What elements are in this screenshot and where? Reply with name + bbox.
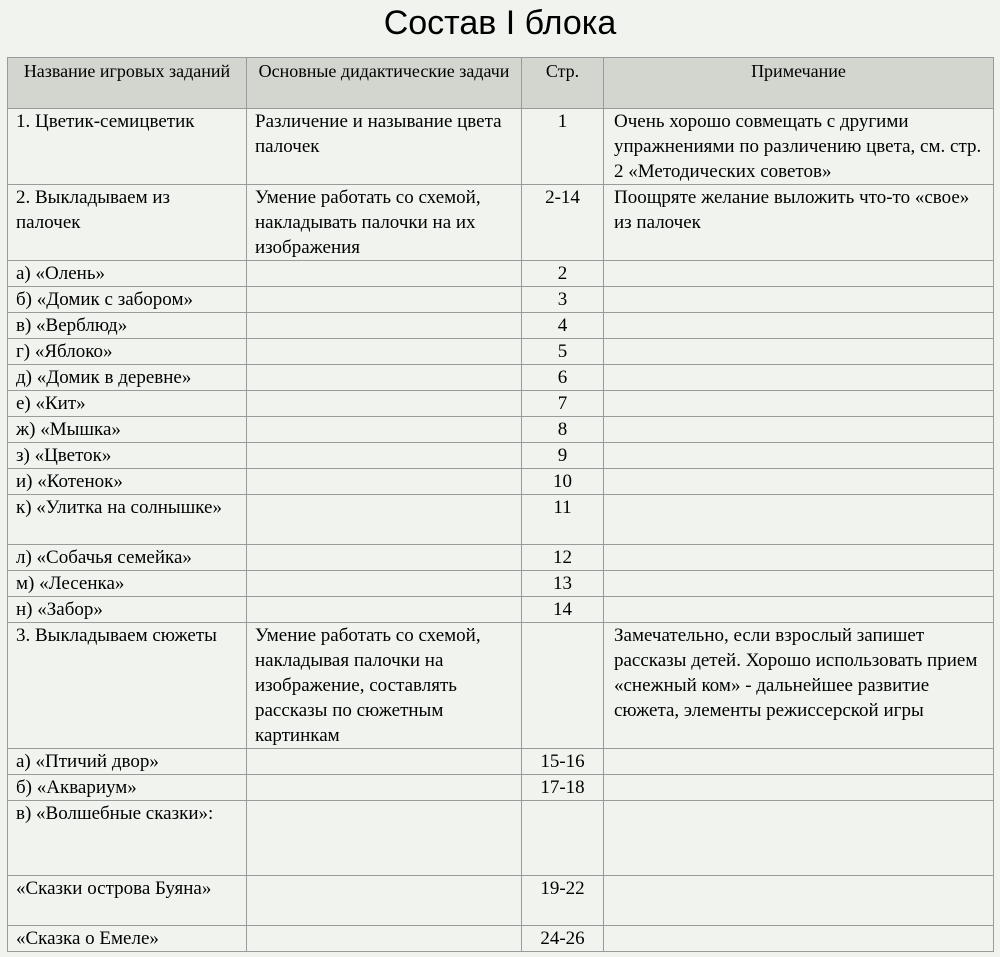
cell-note — [604, 339, 994, 365]
cell-note — [604, 365, 994, 391]
cell-note: Замечательно, если взрослый запишет рассказы детей. Хорошо использовать прием «снежный ком» - дальнейшее развитие сюжета, элементы режиссерской игры — [604, 623, 994, 749]
table-row — [8, 417, 994, 443]
table-row — [8, 623, 994, 749]
cell-page: 3 — [522, 287, 604, 313]
cell-page: 15-16 — [522, 749, 604, 775]
cell-page: 2-14 — [522, 185, 604, 261]
table-row — [8, 571, 994, 597]
cell-note — [604, 495, 994, 545]
cell-task-name: г) «Яблоко» — [8, 339, 247, 365]
cell-note — [604, 391, 994, 417]
cell-page — [522, 801, 604, 876]
cell-task-name: н) «Забор» — [8, 597, 247, 623]
cell-didactic-task — [247, 545, 522, 571]
cell-task-name: в) «Верблюд» — [8, 313, 247, 339]
cell-task-name: б) «Аквариум» — [8, 775, 247, 801]
cell-didactic-task — [247, 261, 522, 287]
cell-task-name: 1. Цветик-семицветик — [8, 109, 247, 185]
header-task-name: Название игровых заданий — [8, 58, 247, 109]
cell-didactic-task — [247, 443, 522, 469]
table-row — [8, 876, 994, 926]
cell-didactic-task — [247, 339, 522, 365]
table-row — [8, 339, 994, 365]
table-row — [8, 391, 994, 417]
table-row — [8, 801, 994, 876]
cell-didactic-task — [247, 391, 522, 417]
cell-task-name: з) «Цветок» — [8, 443, 247, 469]
table-row — [8, 287, 994, 313]
table-row — [8, 261, 994, 287]
cell-task-name: «Сказки острова Буяна» — [8, 876, 247, 926]
table-row — [8, 185, 994, 261]
cell-page: 11 — [522, 495, 604, 545]
cell-task-name: ж) «Мышка» — [8, 417, 247, 443]
cell-task-name: и) «Котенок» — [8, 469, 247, 495]
cell-didactic-task — [247, 749, 522, 775]
table-row — [8, 545, 994, 571]
cell-page — [522, 623, 604, 749]
cell-task-name: л) «Собачья семейка» — [8, 545, 247, 571]
table-row — [8, 443, 994, 469]
cell-page: 2 — [522, 261, 604, 287]
cell-task-name: м) «Лесенка» — [8, 571, 247, 597]
cell-note: Очень хорошо совмещать с другими упражнениями по различению цвета, см. стр. 2 «Методических советов» — [604, 109, 994, 185]
cell-page: 1 — [522, 109, 604, 185]
cell-note — [604, 597, 994, 623]
cell-page: 13 — [522, 571, 604, 597]
cell-note — [604, 571, 994, 597]
cell-page: 19-22 — [522, 876, 604, 926]
cell-page: 17-18 — [522, 775, 604, 801]
cell-didactic-task — [247, 571, 522, 597]
cell-page: 6 — [522, 365, 604, 391]
cell-note — [604, 775, 994, 801]
cell-task-name: д) «Домик в деревне» — [8, 365, 247, 391]
table-row — [8, 495, 994, 545]
cell-didactic-task — [247, 365, 522, 391]
cell-note — [604, 417, 994, 443]
cell-task-name: а) «Птичий двор» — [8, 749, 247, 775]
cell-task-name: 2. Выкладываем из палочек — [8, 185, 247, 261]
table-header-row — [8, 58, 994, 109]
table-row — [8, 749, 994, 775]
table-row — [8, 469, 994, 495]
cell-page: 8 — [522, 417, 604, 443]
cell-task-name: 3. Выкладываем сюжеты — [8, 623, 247, 749]
cell-note — [604, 749, 994, 775]
cell-note — [604, 261, 994, 287]
page-title: Состав I блока — [383, 4, 617, 42]
cell-didactic-task — [247, 469, 522, 495]
cell-didactic-task — [247, 926, 522, 952]
cell-didactic-task — [247, 775, 522, 801]
cell-didactic-task — [247, 287, 522, 313]
cell-task-name: а) «Олень» — [8, 261, 247, 287]
cell-page: 24-26 — [522, 926, 604, 952]
cell-note — [604, 926, 994, 952]
header-note: Примечание — [604, 58, 994, 109]
cell-didactic-task — [247, 876, 522, 926]
table-row — [8, 313, 994, 339]
cell-page: 14 — [522, 597, 604, 623]
cell-didactic-task: Умение работать со схемой, накладывая палочки на изображение, составлять рассказы по сюжетным картинкам — [247, 623, 522, 749]
cell-page: 4 — [522, 313, 604, 339]
cell-note — [604, 545, 994, 571]
cell-note — [604, 443, 994, 469]
cell-page: 12 — [522, 545, 604, 571]
cell-note — [604, 876, 994, 926]
cell-didactic-task — [247, 597, 522, 623]
cell-note — [604, 287, 994, 313]
header-page: Стр. — [522, 58, 604, 109]
cell-note: Поощряте желание выложить что-то «свое» из палочек — [604, 185, 994, 261]
cell-didactic-task: Умение работать со схемой, накладывать палочки на их изображения — [247, 185, 522, 261]
cell-page: 9 — [522, 443, 604, 469]
table-row — [8, 926, 994, 952]
cell-didactic-task: Различение и называние цвета палочек — [247, 109, 522, 185]
table-row — [8, 365, 994, 391]
cell-page: 5 — [522, 339, 604, 365]
header-didactic-tasks: Основные дидактические задачи — [247, 58, 522, 109]
cell-didactic-task — [247, 313, 522, 339]
cell-task-name: е) «Кит» — [8, 391, 247, 417]
cell-task-name: б) «Домик с забором» — [8, 287, 247, 313]
cell-didactic-task — [247, 417, 522, 443]
cell-note — [604, 469, 994, 495]
cell-didactic-task — [247, 495, 522, 545]
cell-page: 10 — [522, 469, 604, 495]
cell-didactic-task — [247, 801, 522, 876]
cell-task-name: в) «Волшебные сказки»: — [8, 801, 247, 876]
table-row — [8, 775, 994, 801]
cell-task-name: к) «Улитка на солнышке» — [8, 495, 247, 545]
table-row — [8, 597, 994, 623]
cell-page: 7 — [522, 391, 604, 417]
cell-task-name: «Сказка о Емеле» — [8, 926, 247, 952]
content-table — [7, 57, 994, 952]
cell-note — [604, 801, 994, 876]
table-row — [8, 109, 994, 185]
cell-note — [604, 313, 994, 339]
